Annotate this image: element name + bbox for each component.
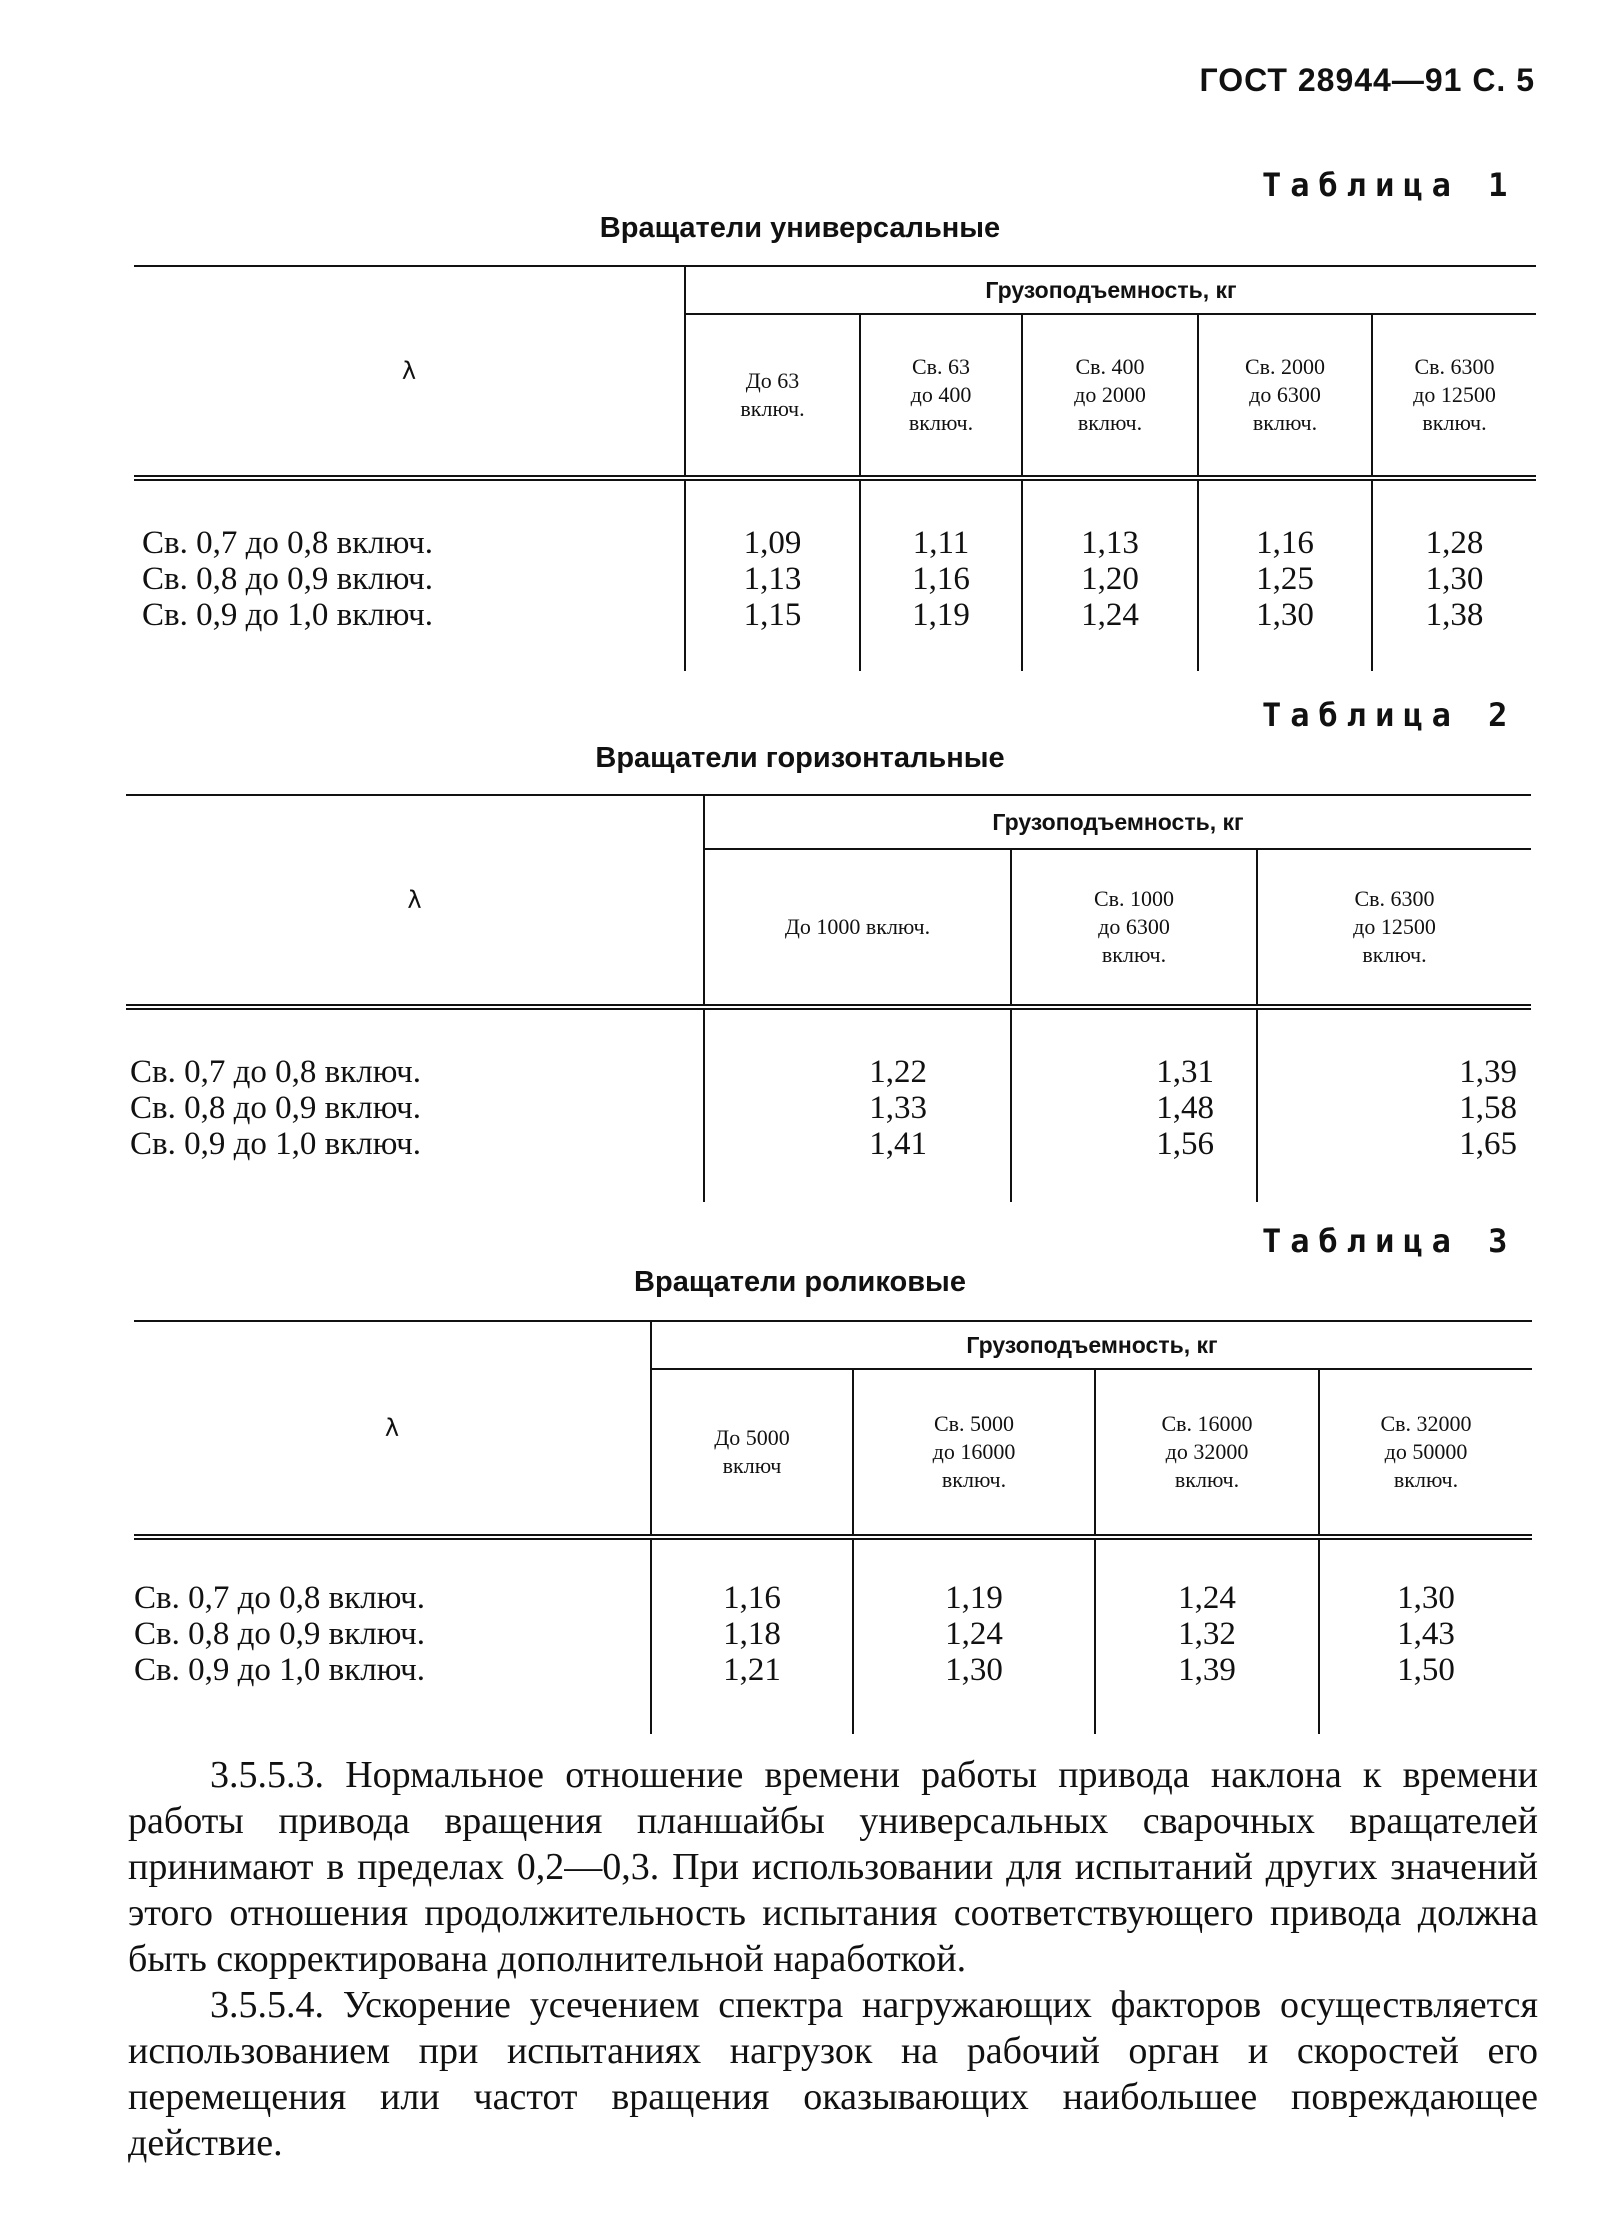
cell-value: 1,16 — [723, 1580, 781, 1616]
table-2-col-header: Св. 1000 до 6300 включ. — [1011, 849, 1257, 1007]
table-2-row-labels — [126, 1010, 704, 1202]
page-header: ГОСТ 28944—91 С. 5 — [1199, 62, 1535, 98]
table-3-col-header: Св. 32000 до 50000 включ. — [1319, 1369, 1532, 1537]
cell-value: 1,31 — [1156, 1054, 1214, 1090]
body-text — [128, 1752, 1538, 2166]
cell-value: 1,24 — [945, 1616, 1003, 1652]
row-label: Св. 0,8 до 0,9 включ. — [130, 1090, 421, 1126]
row-label: Св. 0,9 до 1,0 включ. — [130, 1126, 421, 1162]
table-1-row-labels — [134, 481, 685, 671]
table-1-col-values — [860, 481, 1022, 671]
table-1-capacity-header: Грузоподъемность, кг — [685, 266, 1536, 314]
table-1-col-header: Св. 2000 до 6300 включ. — [1198, 314, 1372, 478]
cell-value: 1,65 — [1459, 1126, 1518, 1162]
cell-value: 1,30 — [1256, 597, 1314, 633]
table-2-caption: Таблица 2 — [1262, 696, 1517, 734]
table-3-col-header: До 5000 включ — [651, 1369, 853, 1537]
cell-value: 1,24 — [1178, 1580, 1236, 1616]
paragraph-3-5-5-4: 3.5.5.4. Ускорение усечением спектра нагружающих факторов осуществляется использованием при испытаниях нагрузок на рабочий орган и скоростей его перемещения или частот вращения оказывающих наибольшее повреждающее действие. — [128, 1984, 1538, 2164]
cell-value: 1,43 — [1397, 1616, 1455, 1652]
table-2-col-values — [1011, 1010, 1257, 1202]
table-3-col-values — [1095, 1540, 1319, 1734]
table-3 — [134, 1320, 1532, 1734]
table-3-col-values — [853, 1540, 1095, 1734]
cell-value: 1,50 — [1397, 1652, 1455, 1688]
row-label: Св. 0,7 до 0,8 включ. — [134, 1580, 425, 1616]
cell-value: 1,16 — [912, 561, 970, 597]
table-3-caption: Таблица 3 — [1262, 1222, 1517, 1260]
cell-value: 1,20 — [1081, 561, 1139, 597]
cell-value: 1,11 — [912, 525, 970, 561]
table-2-capacity-header: Грузоподъемность, кг — [704, 795, 1531, 849]
table-2-col-values — [704, 1010, 1011, 1202]
cell-value: 1,39 — [1178, 1652, 1236, 1688]
table-2-title: Вращатели горизонтальные — [595, 742, 1005, 774]
table-2-lambda-header: λ — [407, 886, 422, 914]
cell-value: 1,32 — [1178, 1616, 1236, 1652]
cell-value: 1,18 — [723, 1616, 781, 1652]
table-1-col-header: Св. 63 до 400 включ. — [860, 314, 1022, 478]
table-1-lambda-header: λ — [401, 357, 417, 385]
table-1-col-values — [1022, 481, 1198, 671]
row-label: Св. 0,9 до 1,0 включ. — [134, 1652, 425, 1688]
cell-value: 1,48 — [1156, 1090, 1214, 1126]
cell-value: 1,30 — [1425, 561, 1484, 597]
table-3-row-labels — [134, 1540, 651, 1734]
table-2-col-header: До 1000 включ. — [704, 849, 1011, 1007]
cell-value: 1,15 — [743, 597, 802, 633]
table-1-title: Вращатели универсальные — [599, 212, 1001, 244]
row-label: Св. 0,7 до 0,8 включ. — [142, 525, 433, 561]
paragraph-3-5-5-3: 3.5.5.3. Нормальное отношение времени работы привода наклона к времени работы привода вращения планшайбы универсальных сварочных вращателей принимают в пределах 0,2—0,3. При использовании для испытаний других значений этого отношения продолжительность испытания соответствующего привода должна быть скорректирована дополнительной наработкой. — [128, 1754, 1538, 1980]
cell-value: 1,09 — [743, 525, 802, 561]
table-3-col-values — [1319, 1540, 1532, 1734]
cell-value: 1,25 — [1256, 561, 1314, 597]
cell-value: 1,41 — [869, 1126, 927, 1162]
table-3-lambda-header: λ — [384, 1414, 400, 1442]
cell-value: 1,28 — [1425, 525, 1484, 561]
table-2 — [126, 794, 1531, 1202]
cell-value: 1,22 — [869, 1054, 927, 1090]
row-label: Св. 0,7 до 0,8 включ. — [130, 1054, 421, 1090]
table-2-col-values — [1257, 1010, 1531, 1202]
cell-value: 1,16 — [1256, 525, 1314, 561]
cell-value: 1,21 — [723, 1652, 781, 1688]
row-label: Св. 0,9 до 1,0 включ. — [142, 597, 433, 633]
table-3-col-values — [651, 1540, 853, 1734]
table-1-col-values — [685, 481, 860, 671]
table-1 — [134, 265, 1536, 671]
cell-value: 1,38 — [1425, 597, 1484, 633]
table-1-col-header: Св. 400 до 2000 включ. — [1022, 314, 1198, 478]
cell-value: 1,33 — [869, 1090, 927, 1126]
table-2-col-header: Св. 6300 до 12500 включ. — [1257, 849, 1531, 1007]
table-1-col-header: До 63 включ. — [685, 314, 860, 478]
row-label: Св. 0,8 до 0,9 включ. — [134, 1616, 425, 1652]
table-3-capacity-header: Грузоподъемность, кг — [651, 1321, 1532, 1369]
table-3-title: Вращатели роликовые — [634, 1266, 966, 1298]
cell-value: 1,13 — [1081, 525, 1139, 561]
cell-value: 1,56 — [1156, 1126, 1214, 1162]
row-label: Св. 0,8 до 0,9 включ. — [142, 561, 433, 597]
table-1-col-values — [1198, 481, 1372, 671]
cell-value: 1,30 — [945, 1652, 1003, 1688]
table-1-col-header: Св. 6300 до 12500 включ. — [1372, 314, 1536, 478]
cell-value: 1,19 — [912, 597, 970, 633]
table-3-col-header: Св. 16000 до 32000 включ. — [1095, 1369, 1319, 1537]
cell-value: 1,24 — [1081, 597, 1139, 633]
cell-value: 1,13 — [743, 561, 802, 597]
cell-value: 1,39 — [1459, 1054, 1518, 1090]
cell-value: 1,19 — [945, 1580, 1003, 1616]
table-3-col-header: Св. 5000 до 16000 включ. — [853, 1369, 1095, 1537]
cell-value: 1,58 — [1459, 1090, 1518, 1126]
table-1-caption: Таблица 1 — [1262, 166, 1517, 204]
table-1-col-values — [1372, 481, 1536, 671]
cell-value: 1,30 — [1397, 1580, 1455, 1616]
